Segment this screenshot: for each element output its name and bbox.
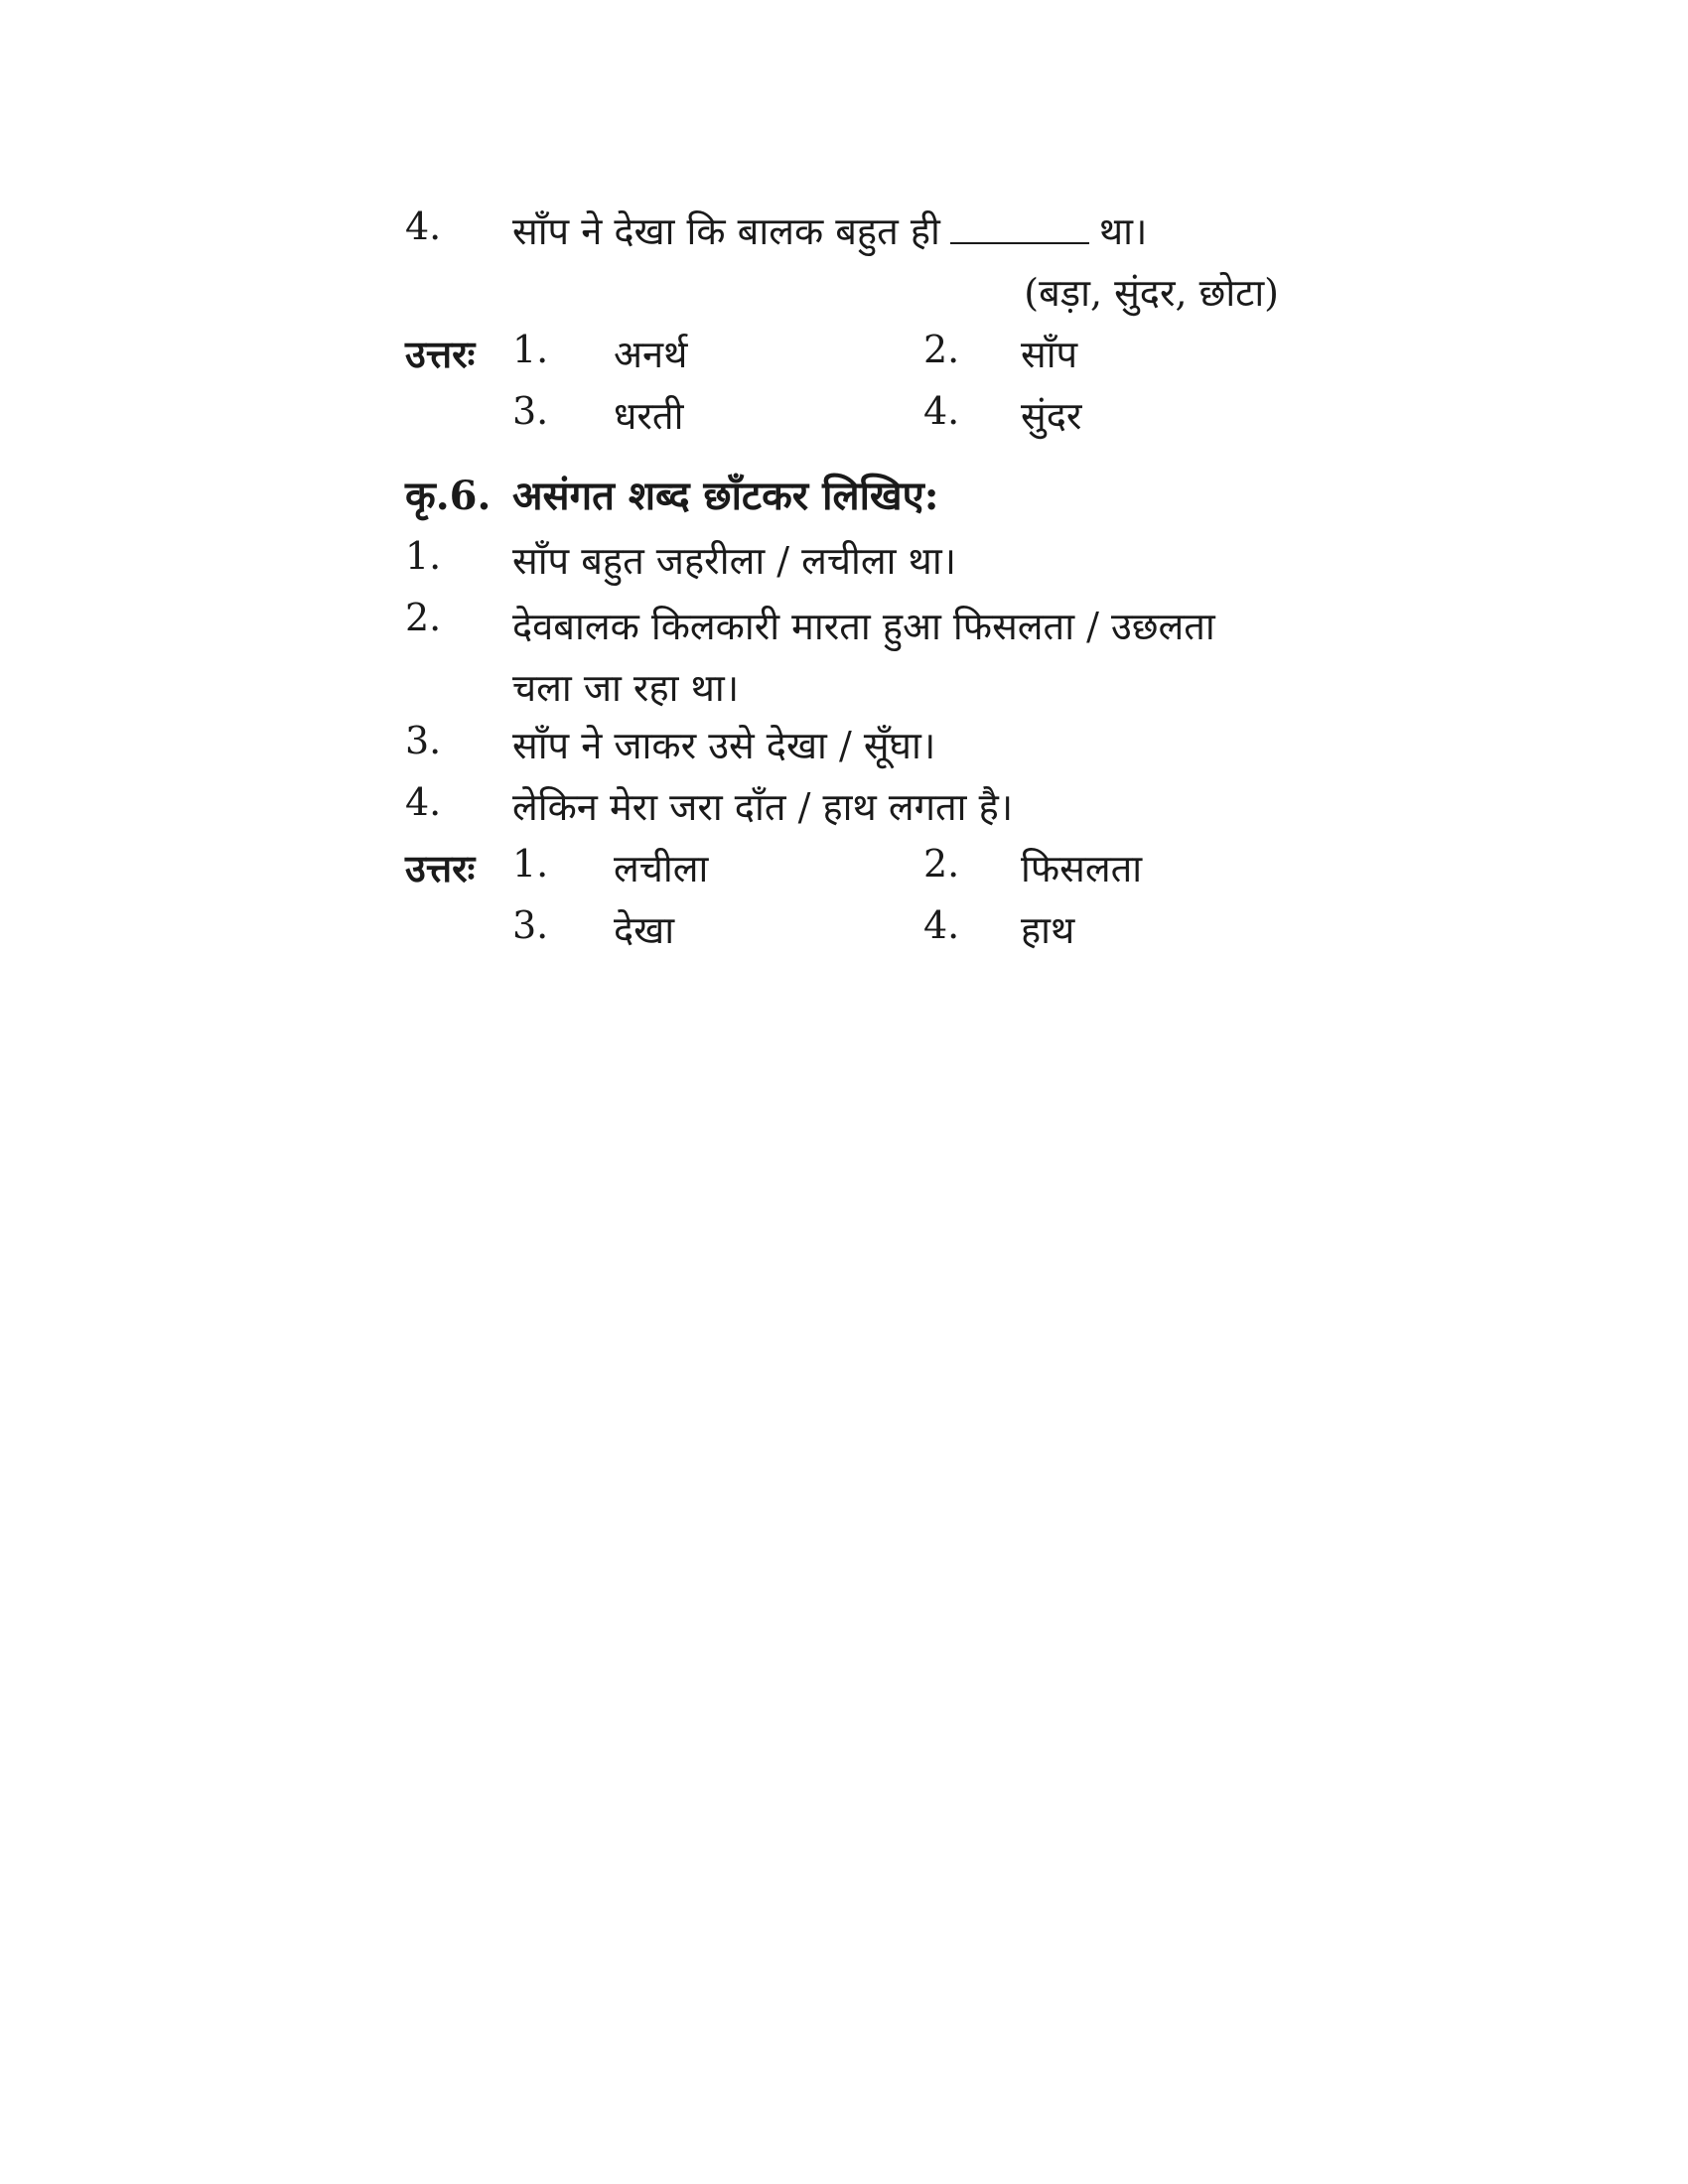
question-number: 2. — [405, 596, 442, 639]
answer-number: 1. — [512, 842, 549, 886]
answers-row-2 — [405, 379, 1279, 441]
answer-label: उत्तरः — [405, 332, 476, 376]
answer-number: 2. — [923, 842, 960, 886]
question-text: साँप ने जाकर उसे देखा / सूँघा। — [512, 724, 936, 767]
answer-number: 4. — [923, 903, 960, 947]
section-6-heading — [405, 451, 1279, 524]
question-4-options — [405, 256, 1279, 318]
section-6-question — [405, 770, 1279, 832]
question-text: देवबालक किलकारी मारता हुआ फिसलता / उछलता चला जा रहा था। — [512, 605, 1215, 710]
question-text-before: साँप ने देखा कि बालक बहुत ही — [512, 209, 940, 253]
question-text: लेकिन मेरा जरा दाँत / हाथ लगता है। — [512, 785, 1014, 829]
answers-row-4 — [405, 893, 1279, 955]
answer-value: हाथ — [1021, 908, 1075, 952]
answer-number: 3. — [512, 389, 549, 433]
section-6-question — [405, 709, 1279, 770]
content — [405, 195, 1279, 955]
answer-label: उत्तरः — [405, 846, 476, 890]
answer-value: धरती — [614, 394, 684, 438]
question-4 — [405, 195, 1279, 256]
question-text — [512, 205, 1147, 256]
question-text: साँप बहुत जहरीला / लचीला था। — [512, 539, 957, 583]
fill-blank — [950, 242, 1089, 244]
section-6-question — [405, 524, 1279, 586]
answer-value: सुंदर — [1021, 394, 1082, 438]
section-6-question — [405, 586, 1279, 709]
answers-row-1 — [405, 318, 1279, 379]
answer-number: 1. — [512, 328, 549, 371]
answers-row-3 — [405, 832, 1279, 893]
answer-value: फिसलता — [1021, 847, 1143, 890]
question-text-after: था। — [1098, 209, 1148, 253]
answer-number: 2. — [923, 328, 960, 371]
question-number: 3. — [405, 719, 442, 762]
question-number: 4. — [405, 205, 442, 248]
section-number: कृ.6. — [405, 473, 492, 519]
answer-value: लचीला — [614, 847, 709, 890]
answer-value: देखा — [614, 908, 675, 952]
answer-value: अनर्थ — [614, 333, 688, 376]
answer-number: 3. — [512, 903, 549, 947]
answer-value: साँप — [1021, 333, 1078, 376]
question-number: 4. — [405, 780, 442, 824]
question-number: 1. — [405, 534, 442, 578]
section-title: असंगत शब्द छाँटकर लिखिए: — [512, 473, 939, 519]
options-text: (बड़ा, सुंदर, छोटा) — [1024, 271, 1279, 315]
answer-number: 4. — [923, 389, 960, 433]
